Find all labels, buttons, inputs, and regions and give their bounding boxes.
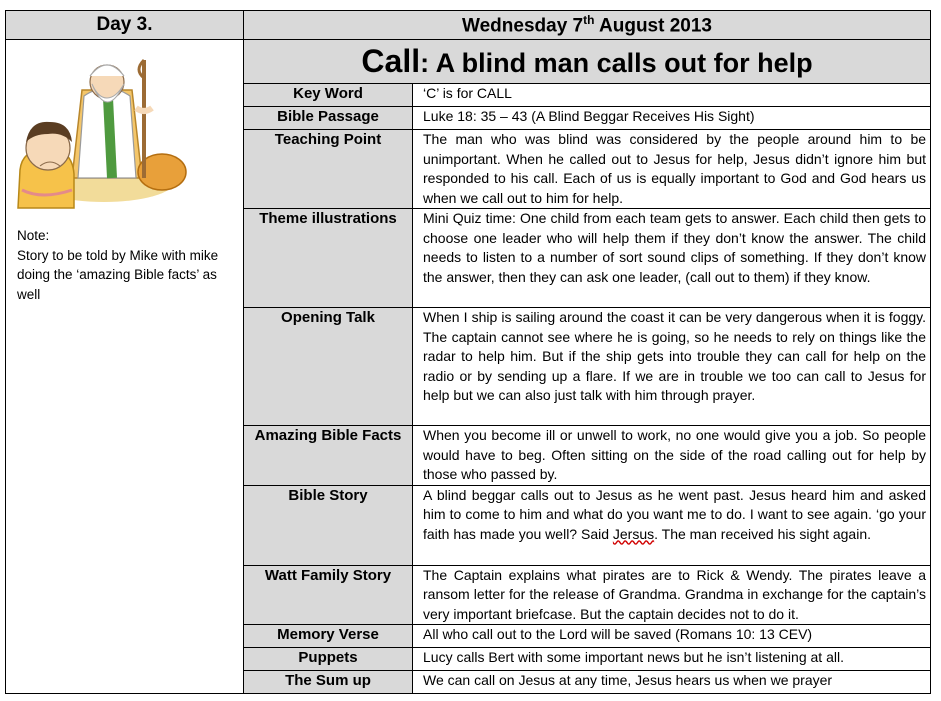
- date-cell: [244, 11, 931, 40]
- note-heading: Note:: [17, 228, 50, 243]
- row-label: Watt Family Story: [244, 565, 413, 625]
- row-label: Amazing Bible Facts: [244, 426, 413, 486]
- row-label: The Sum up: [244, 671, 413, 694]
- lesson-plan-table: [5, 10, 931, 694]
- date-prefix: Wednesday 7: [462, 15, 584, 37]
- sidebar-cell: [6, 40, 244, 694]
- row-label: Theme illustrations: [244, 209, 413, 308]
- old-man-and-child-illustration: [12, 50, 190, 210]
- row-value: When I ship is sailing around the coast it can be very dangerous when it is foggy. The captain cannot see where he is going, so he needs to rely on things like the radar to help him. But if the ship gets into trouble they can call for help on the radio or by sending up a flare. If we are in trouble we too can call to Jesus for help but we can also just talk with him through prayer.: [413, 308, 931, 426]
- row-value: All who call out to the Lord will be saved (Romans 10: 13 CEV): [413, 625, 931, 648]
- note-block: [17, 226, 227, 304]
- row-value: The Captain explains what pirates are to Rick & Wendy. The pirates leave a ransom letter for the release of Grandma. Grandma in exchange for the captain’s very important briefcase. But the captain decides not to do it.: [413, 565, 931, 625]
- row-label: Memory Verse: [244, 625, 413, 648]
- row-label: Opening Talk: [244, 308, 413, 426]
- row-label: Key Word: [244, 84, 413, 107]
- row-value: [413, 485, 931, 565]
- row-label: Teaching Point: [244, 130, 413, 209]
- row-value: Lucy calls Bert with some important news but he isn’t listening at all.: [413, 648, 931, 671]
- bible-story-text-a: A blind beggar calls out to Jesus as he went past. Jesus heard him and asked him to come to him and what do you want me to do. I want to see again. ‘go your faith has made you well? Said: [423, 486, 927, 542]
- row-label: Puppets: [244, 648, 413, 671]
- title-lead: Call: [361, 43, 421, 79]
- note-text: Story to be told by Mike with mike doing the ‘amazing Bible facts’ as well: [17, 247, 219, 302]
- row-value: Mini Quiz time: One child from each team gets to answer. Each child then gets to choose one leader who will help them if they don’t know the answer. The child needs to listen to a number of sort sound clips of something. If they don’t know the answer, then they can ask one leader, (call out to them) if they know.: [413, 209, 931, 308]
- row-value: Luke 18: 35 – 43 (A Blind Beggar Receives His Sight): [413, 107, 931, 130]
- bible-story-text-c: . The man received his sight again.: [654, 525, 871, 542]
- row-value: We can call on Jesus at any time, Jesus hears us when we prayer: [413, 671, 931, 694]
- date-suffix: August 2013: [594, 15, 712, 37]
- misspelled-word: Jersus: [612, 525, 655, 542]
- lesson-title: [244, 40, 931, 84]
- day-cell: [6, 11, 244, 40]
- row-label: Bible Story: [244, 485, 413, 565]
- title-rest: : A blind man calls out for help: [420, 48, 813, 78]
- row-value: The man who was blind was considered by the people around him to be unimportant. When he called out to Jesus for help, Jesus didn’t ignore him but responded to his call. Each of us is equally important to God and God hears us when we call out to him for help.: [413, 130, 931, 209]
- row-label: Bible Passage: [244, 107, 413, 130]
- row-value: ‘C’ is for CALL: [413, 84, 931, 107]
- date-superscript: th: [583, 12, 595, 27]
- row-value: When you become ill or unwell to work, no one would give you a job. So people would have to beg. Often sitting on the side of the road calling out for help by those who passed by.: [413, 426, 931, 486]
- day-label: Day 3.: [96, 14, 153, 35]
